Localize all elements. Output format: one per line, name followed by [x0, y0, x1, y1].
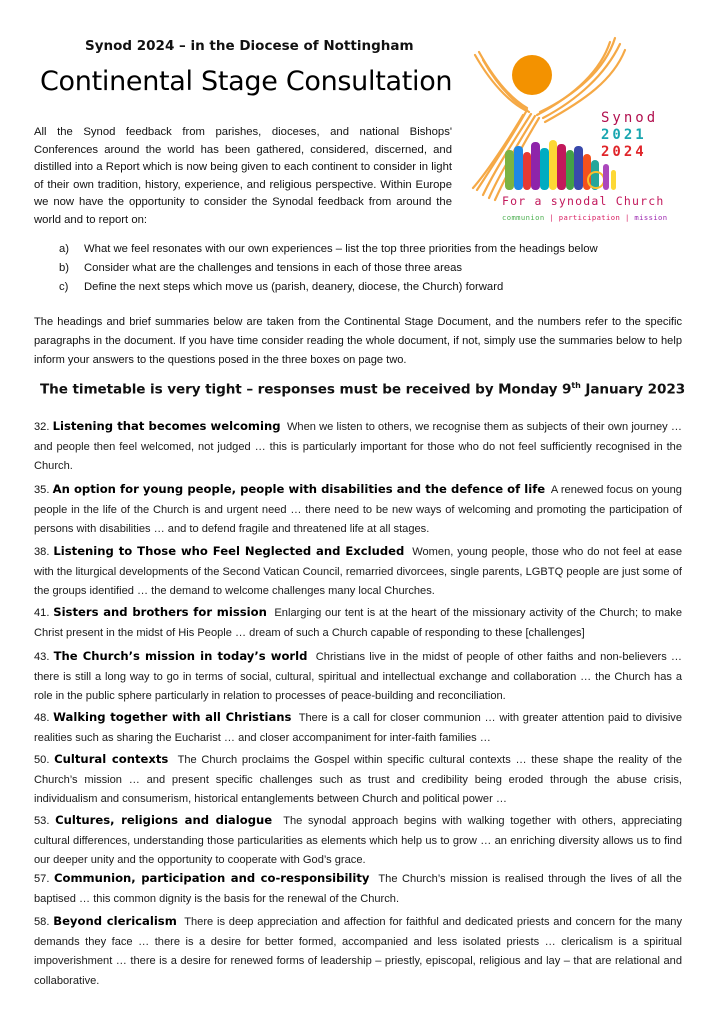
section-number: 50. — [34, 754, 50, 766]
section-summary: Enlarging our tent is at the heart of the missionary activity of the Church; to make Christ present in the midst of His People … dream of such a Church capable of responding to these [challenges] — [34, 607, 683, 639]
question-text: Define the next steps which move us (parish, deanery, diocese, the Church) forward — [84, 281, 504, 293]
deadline-notice — [40, 381, 685, 398]
section-summary: The synodal approach begins with walking together with others, appreciating cultural differences, understanding those particularities as elements which help us to grow … an enriching diversity allows us to find our deeper unity and the opportunity to cooperate with God’s grace. — [34, 815, 682, 866]
section-heading: Listening that becomes welcoming — [52, 419, 281, 433]
section-number: 57. — [34, 873, 50, 885]
question-marker: c) — [59, 281, 69, 293]
synod-logo — [465, 30, 695, 230]
section-heading: Sisters and brothers for mission — [53, 605, 267, 619]
section-heading: Cultures, religions and dialogue — [55, 813, 273, 827]
question-list — [59, 240, 699, 297]
instructions-paragraph: The headings and brief summaries below are taken from the Continental Stage Document, and the numbers refer to the specific paragraphs in the document. If you have time consider reading the whole document, if not, simply use the summaries below to help inform your answers to the questions posed in the three boxes on page two. — [34, 316, 682, 366]
section-32 — [34, 417, 682, 477]
section-summary: Christians live in the midst of people of other faiths and non-believers … there is still a long way to go in terms of social, cultural, spiritual and intellectual exchange and collaboration … the Church has a role in the public sphere particularly in relation to processes of peace-building and reconciliation. — [34, 651, 683, 702]
section-35 — [34, 480, 682, 540]
section-summary: The Church’s mission is realised through the lives of all the baptised … this common dignity is the basis for the renewal of the Church. — [34, 873, 682, 905]
logo-theme-participation: participation — [558, 213, 621, 222]
logo-year-start: 2021 — [601, 127, 647, 143]
section-53 — [34, 811, 682, 871]
question-item — [59, 240, 699, 259]
question-item — [59, 259, 699, 278]
deadline-text: The timetable is very tight – responses must be received by Monday 9 — [40, 381, 572, 398]
question-text: Consider what are the challenges and tensions in each of those three areas — [84, 262, 463, 274]
section-43 — [34, 647, 682, 707]
section-summary: Women, young people, those who do not feel at ease with the liturgical developments of the Second Vatican Council, remarried divorcees, single parents, LGBTQ people are just some of the groups identified … the demand to welcome challenges many local Churches. — [34, 546, 683, 597]
intro-paragraph: All the Synod feedback from parishes, dioceses, and national Bishops' Conferences around the world has been gathered, considered, discerned, and distilled into a Report which is now being given to each continent to consider in light of their own tradition, history, experience, and religious perspective. Within Europe we now have the opportunity to consider the Synodal feedback from around the world and to report on: — [34, 126, 452, 226]
section-summary: The Church proclaims the Gospel within specific cultural contexts … these shape the reality of the Church’s mission … and present specific challenges such as trust and credibility being eroded through the abuse crisis, individualism and consumerism, historical entanglements between Church and political power … — [34, 754, 682, 805]
section-heading: Communion, participation and co-responsibility — [53, 871, 370, 885]
section-number: 43. — [34, 651, 50, 663]
logo-separator: | — [549, 213, 555, 222]
section-heading: Beyond clericalism — [53, 914, 177, 928]
section-48 — [34, 708, 682, 748]
logo-synod-word: Synod — [601, 110, 659, 126]
question-marker: b) — [59, 262, 70, 274]
section-number: 53. — [34, 815, 50, 827]
logo-separator: | — [624, 213, 630, 222]
section-number: 48. — [34, 712, 50, 724]
section-number: 35. — [34, 484, 50, 496]
section-summary: A renewed focus on young people in the life of the Church is and urgent need … there need to be new ways of welcoming and promoting the participation of persons with disabilities … and to defend fragile and threatened life at all stages. — [34, 484, 682, 535]
question-item — [59, 278, 699, 297]
section-57 — [34, 869, 682, 909]
section-heading: Walking together with all Christians — [53, 710, 292, 724]
deadline-text-end: January 2023 — [580, 381, 686, 398]
section-38 — [34, 542, 682, 602]
section-heading: An option for young people, people with disabilities and the defence of life — [52, 482, 546, 496]
logo-year-end: 2024 — [601, 144, 647, 160]
section-58 — [34, 912, 682, 991]
section-number: 32. — [34, 421, 50, 433]
deadline-superscript: th — [571, 381, 581, 390]
document-subtitle: Synod 2024 – in the Diocese of Nottingham — [85, 38, 414, 54]
section-number: 38. — [34, 546, 50, 558]
logo-theme-mission: mission — [634, 213, 668, 222]
section-heading: The Church’s mission in today’s world — [53, 649, 308, 663]
section-heading: Listening to Those who Feel Neglected and Excluded — [53, 544, 405, 558]
section-number: 58. — [34, 916, 50, 928]
document-title: Continental Stage Consultation — [40, 66, 453, 97]
logo-themes — [502, 213, 668, 222]
section-summary: There is deep appreciation and affection for faithful and dedicated priests and concern for the many demands they face … there is a desire for better formed, accompanied and less isolated priests … clericalism is a spiritual impoverishment … there is a desire for renewed forms of leadership – priestly, episcopal, religious and lay – that are relational and collaborative. — [34, 916, 682, 987]
logo-theme-communion: communion — [502, 213, 545, 222]
section-summary: When we listen to others, we recognise them as subjects of their own journey … and people then feel welcomed, not judged … this is particularly important for those who do not feel sufficiently recognised in the Church. — [34, 421, 682, 472]
section-heading: Cultural contexts — [54, 752, 169, 766]
question-marker: a) — [59, 243, 70, 255]
section-50 — [34, 750, 682, 810]
section-summary: There is a call for closer communion … with greater attention paid to divisive realities such as sharing the Eucharist … and closer accompaniment for inter-faith families … — [34, 712, 682, 744]
logo-tagline: For a synodal Church — [502, 194, 665, 208]
question-text: What we feel resonates with our own experiences – list the top three priorities from the headings below — [84, 243, 598, 255]
section-41 — [34, 603, 682, 643]
section-number: 41. — [34, 607, 50, 619]
